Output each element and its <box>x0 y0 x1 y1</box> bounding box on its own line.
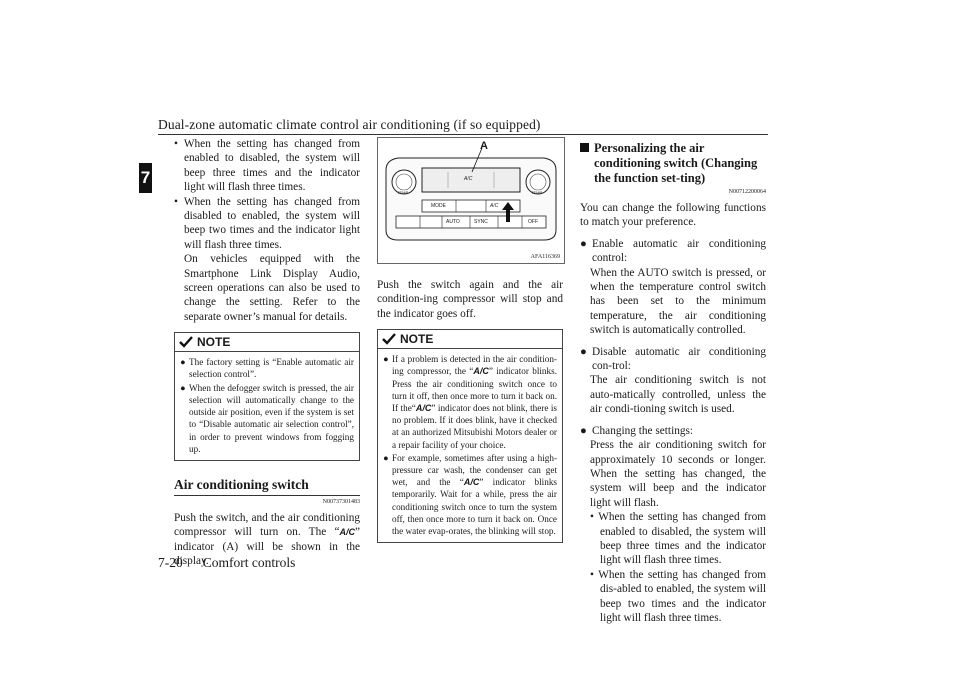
list-item: ● Changing the settings: <box>580 424 694 437</box>
check-icon <box>382 333 396 345</box>
figure-callout-a: A <box>480 140 488 152</box>
note-label: NOTE <box>197 335 231 350</box>
list-item: ● Enable automatic air conditioning control: <box>580 237 766 265</box>
bullet-icon: ● <box>580 345 587 358</box>
note-label: NOTE <box>400 332 434 347</box>
bullet-enabled-to-disabled: • When the setting has changed from enabled to disabled, the system will beep three times and the indicator light will flash three times. <box>174 138 360 194</box>
display-ac-label: A/C <box>464 176 473 182</box>
column-3 <box>580 137 766 625</box>
bullet-icon: ● <box>383 452 389 463</box>
mode-button: MODE <box>431 203 446 209</box>
page-footer <box>158 555 295 571</box>
note-header <box>175 333 359 352</box>
column-1 <box>174 137 360 569</box>
bullet-enabled-to-disabled: • When the setting has changed from enabled to disabled, the system will beep three times and the indicator light will flash three times. <box>590 511 766 567</box>
climate-panel-figure <box>377 137 565 264</box>
note-item: ● The factory setting is “Enable automatic air selection control”. <box>180 357 354 380</box>
column-2 <box>377 137 563 543</box>
ac-indicator-icon: A/C <box>339 527 355 538</box>
ac-indicator-icon: A/C <box>463 477 480 488</box>
note-item: ● When the defogger switch is pressed, the air selection will automatically change to the outside air position, even if the system is set to “Disable automatic air selection control”, in order to prevent windows from fogging up. <box>180 382 354 454</box>
bullet-disabled-to-enabled: • When the setting has changed from dis-abled to enabled, the system will beep two times and the indicator light will flash three times. <box>590 568 766 624</box>
section-code: N00712200064 <box>728 189 766 195</box>
ac-indicator-icon: A/C <box>473 366 489 377</box>
personalizing-intro: You can change the following functions to match your preference. <box>580 202 766 229</box>
footer-section: Comfort controls <box>202 555 296 570</box>
note-box-2 <box>377 329 563 543</box>
note-header <box>378 330 562 349</box>
note-item: ● If a problem is detected in the air condition-ing compressor, the “A/C” indicator blinks. Press the air conditioning switch once to turn it off, then once more to turn it back on. If the“A/C” indicator does not blink, there is no problem. If it does blink, have it checked at an authorized Mitsubishi Motors dealer or a repair facility of your choice. <box>383 354 557 450</box>
chapter-tab: 7 <box>139 163 152 193</box>
off-button: OFF <box>528 219 538 225</box>
page-header-title: Dual-zone automatic climate control air conditioning (if so equipped) <box>158 117 541 132</box>
ac-switch-body: Push the switch, and the air conditioning compressor will turn on. The “A/C” indicator (A) will be shown in the display. <box>174 511 360 568</box>
ac-button: A/C <box>490 203 499 209</box>
auto-button: AUTO <box>446 219 460 225</box>
square-bullet-icon <box>580 143 589 152</box>
list-item: ● Disable automatic air conditioning con-trol: <box>580 345 766 373</box>
check-icon <box>179 336 193 348</box>
bullet-icon: ● <box>180 357 186 368</box>
left-temp-label: TEMP <box>397 190 409 195</box>
climate-panel-illustration <box>378 138 564 263</box>
smartphone-link-text: On vehicles equipped with the Smartphone Link Display Audio, screen operations can also be used to change the setting. Refer to the separate owner’s manual for details. <box>184 253 360 323</box>
personalizing-heading: Personalizing the air conditioning switch (Changing the function set-ting) <box>580 141 766 186</box>
figure-code: AFA116369 <box>530 254 560 260</box>
right-temp-label: TEMP <box>531 190 543 195</box>
bullet-icon: ● <box>580 424 587 437</box>
bullet-icon: ● <box>383 354 389 365</box>
ac-switch-off-text: Push the switch again and the air condition-ing compressor will stop and the indicator goes off. <box>377 279 563 320</box>
section-title-ac-switch: Air conditioning switch <box>174 477 360 496</box>
sync-button: SYNC <box>474 219 488 225</box>
list-item-text: Press the air conditioning switch for approximately 10 seconds or longer. When the setting has changed, the system will beep and the indicator light will flash. <box>590 439 766 509</box>
list-item-text: The air conditioning switch is not auto-matically controlled, unless the air condi-tioning switch is used. <box>590 374 766 416</box>
bullet-icon: ● <box>580 237 587 250</box>
header-rule <box>158 134 768 135</box>
bullet-disabled-to-enabled: • When the setting has changed from disabled to enabled, the system will beep two times and the indicator light will flash three times. <box>174 195 360 251</box>
section-code: N00737301483 <box>322 498 360 505</box>
bullet-icon: ● <box>180 382 186 393</box>
note-item: ● For example, sometimes after using a high-pressure car wash, the condenser can get wet, and the “A/C” indicator blinks temporarily. Wait for a while, press the air conditioning switch once to turn the system off, then once more to turn it back on. Once the water evap-orates, the blinking will stop. <box>383 452 557 537</box>
ac-indicator-icon: A/C <box>415 403 432 414</box>
page-number: 7-20 <box>158 555 183 570</box>
list-item-text: When the AUTO switch is pressed, or when the temperature control switch has been set to the minimum temperature, the air conditioning switch is automatically controlled. <box>590 266 766 337</box>
note-box-1 <box>174 332 360 461</box>
